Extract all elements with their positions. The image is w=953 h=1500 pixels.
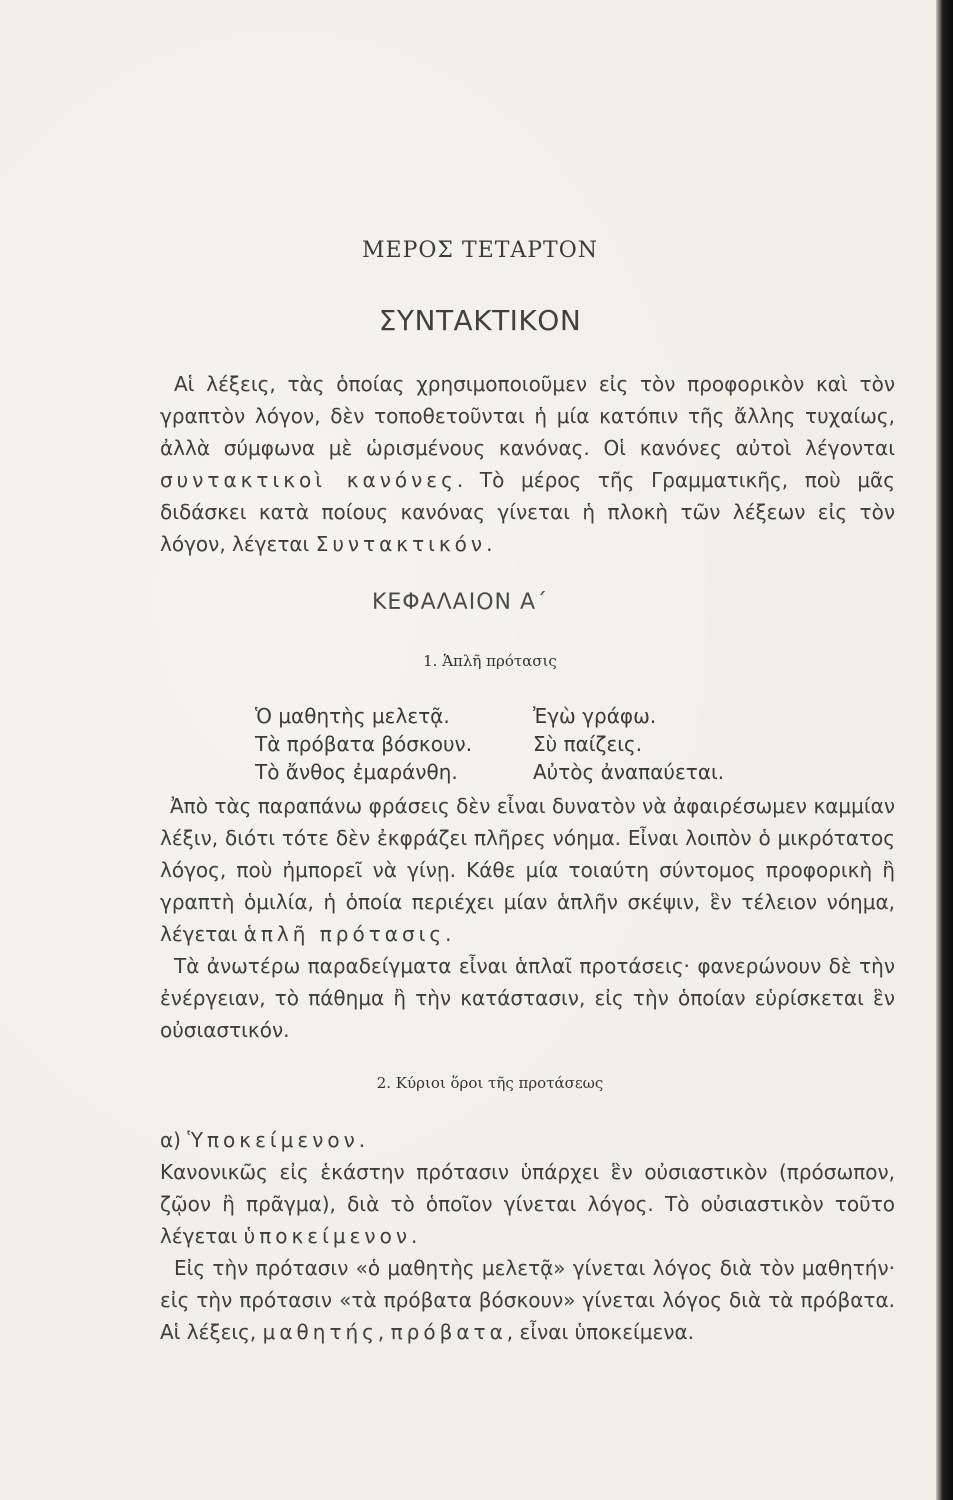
example-right: Αὐτὸς ἀναπαύεται. [533,760,725,784]
simple-text-1: Ἀπὸ τὰς παραπάνω φράσεις δὲν εἶναι δυνατὸν νὰ ἀφαιρέσωμεν καμμίαν λέξιν, διότι τότε δὲν ἐκφράζει πλῆρες νόημα. Εἶναι λοιπὸν ὁ μικρότατος λόγος, ποὺ ἠμπορεῖ νὰ γίνῃ. Κάθε μία τοιαύτη σύντομος προφορικὴ ἢ γραπτὴ ὁμιλία, ἡ ὁποία περιέχει μίαν ἁπλῆν σκέψιν, ἓν τέλειον νόημα, λέγεται [160,794,895,946]
example-right: Σὺ παίζεις. [533,732,643,756]
term-syntactic-rules: συντακτικοὶ κανόνες [160,468,457,492]
term-subject-heading: Ὑποκείμενον [187,1128,359,1152]
example-left: Τὸ ἄνθος ἐμαράνθη. [255,760,458,784]
subject-example-text-1: Εἰς τὴν πρότασιν «ὁ μαθητὴς μελετᾷ» γίνεται λόγος διὰ τὸν μαθητήν· εἰς τὴν πρότασιν «τὰ πρόβατα βόσκουν» γίνεται λόγος διὰ τὰ πρόβατα. Αἱ λέξεις, [160,1256,895,1344]
example-row [255,758,855,786]
page-edge-shadow [936,0,953,1500]
subject-label: α) [160,1128,188,1152]
subject-text-1: Κανονικῶς εἰς ἑκάστην πρότασιν ὑπάρχει ἓν οὐσιαστικὸν (πρόσωπον, ζῷον ἢ πρᾶγμα), διὰ τὸ ὁποῖον γίνεται λόγος. Τὸ οὐσιαστικὸν τοῦτο λέγεται [160,1160,895,1248]
part-title: ΜΕΡΟΣ ΤΕΤΑΡΤΟΝ [361,238,599,263]
subject-example-text-2: , εἶναι ὑποκείμενα. [506,1320,695,1344]
simple-text-2: . [445,922,452,946]
subject-example-sep: , [377,1320,391,1344]
subject-paragraph [160,1124,895,1348]
example-right: Ἐγὼ γράφω. [533,704,657,728]
subject-text-2: . [411,1224,418,1248]
subheading-main-terms: 2. Κύριοι ὅροι τῆς προτάσεως [376,1074,604,1092]
term-syntax: Συντακτικόν [315,532,487,556]
term-subject: ὑποκείμενον [243,1224,411,1248]
example-left: Ὁ μαθητὴς μελετᾷ. [255,704,450,728]
intro-text-2: . Τὸ μέρος τῆς Γραμματικῆς, ποὺ μᾶς διδάσκει κατὰ ποίους κανόνας γίνεται ἡ πλοκὴ τῶν λέξεων εἰς τὸν λόγον, λέγεται [160,468,895,556]
simple-sentence-paragraph [160,790,895,1046]
example-row [255,702,855,730]
example-row [255,730,855,758]
example-left: Τὰ πρόβατα βόσκουν. [255,732,473,756]
intro-paragraph [160,368,895,560]
subject-heading-end: . [358,1128,366,1152]
term-student: μαθητής [262,1320,378,1344]
examples-note: Τὰ ἀνωτέρω παραδείγματα εἶναι ἁπλαῖ προτάσεις· φανερώνουν δὲ τὴν ἐνέργειαν, τὸ πάθημα ἢ τὴν κατάστασιν, εἰς τὴν ὁποίαν εὑρίσκεται ἓν οὐσιαστικόν. [160,954,895,1042]
intro-text-3: . [486,532,493,556]
section-title: ΣΥΝΤΑΚΤΙΚΟΝ [378,304,582,337]
chapter-title: ΚΕΦΑΛΑΙΟΝ Α΄ [371,590,549,615]
example-sentences [255,702,855,786]
term-sheep: πρόβατα [390,1320,507,1344]
term-simple-sentence: ἁπλῆ πρότασις [243,922,446,946]
intro-text-1: Αἱ λέξεις, τὰς ὁποίας χρησιμοποιοῦμεν εἰς τὸν προφορικὸν καὶ τὸν γραπτὸν λόγον, δὲν τοποθετοῦνται ἡ μία κατόπιν τῆς ἄλλης τυχαίως, ἀλλὰ σύμφωνα μὲ ὡρισμένους κανόνας. Οἱ κανόνες αὐτοὶ λέγονται [160,372,895,460]
subheading-simple-sentence: 1. Ἁπλῆ πρότασις [423,652,557,670]
